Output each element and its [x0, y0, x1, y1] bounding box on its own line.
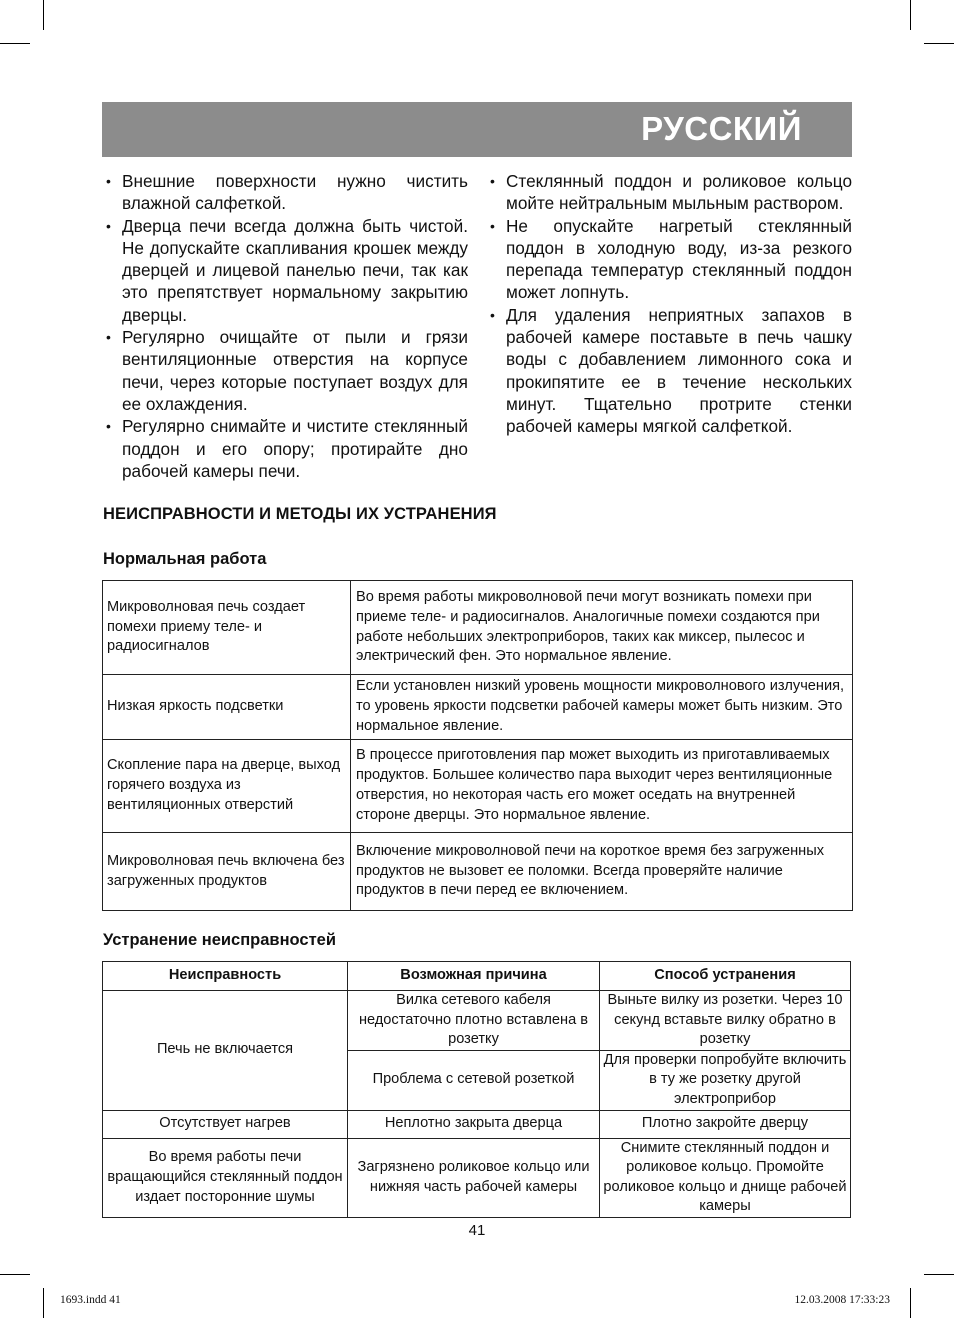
- table-row: [103, 1110, 851, 1138]
- table-row: [103, 581, 853, 675]
- cause-cell: Вилка сетевого кабеля недостаточно плотно вставлена в розетку: [348, 991, 600, 1051]
- list-item: • Для удаления неприятных запахов в рабочей камере поставьте в печь чашку воды с добавлением лимонного сока и прокипятите ее в течение нескольких минут. Тщательно протрите стенки рабочей камеры мягкой салфеткой.: [490, 304, 852, 438]
- column-header: Возможная причина: [348, 962, 600, 991]
- fault-cell: Во время работы печи вращающийся стеклянный поддон издает посторонние шумы: [103, 1138, 348, 1217]
- page-number: 41: [468, 1222, 486, 1239]
- care-list-right: [490, 170, 852, 438]
- fix-cell: Снимите стеклянный поддон и роликовое кольцо. Промойте роликовое кольцо и днище рабочей камеры: [600, 1138, 851, 1217]
- crop-mark: [910, 1288, 911, 1318]
- fix-cell: Для проверки попробуйте включить в ту же розетку другой электроприбор: [600, 1050, 851, 1110]
- cause-cell: Проблема с сетевой розеткой: [348, 1050, 600, 1110]
- issue-cell: Низкая яркость подсветки: [103, 675, 351, 740]
- troubleshooting-table: [102, 961, 851, 1218]
- table-row: [103, 740, 853, 833]
- explanation-cell: Если установлен низкий уровень мощности микроволнового излучения, то уровень яркости подсветки рабочей камеры может быть низким. Это нормальное явление.: [351, 675, 853, 740]
- explanation-cell: В процессе приготовления пар может выходить из приготавливаемых продуктов. Большее количество пара выходит через вентиляционные отверстия, но некоторая часть его может оседать на внутренней стороне дверцы. Это нормальное явление.: [351, 740, 853, 833]
- crop-mark: [43, 1288, 44, 1318]
- explanation-cell: Включение микроволновой печи на короткое время без загруженных продуктов не вызовет ее поломки. Всегда проверяйте наличие продуктов в печи перед ее включением.: [351, 833, 853, 911]
- table-header-row: [103, 962, 851, 991]
- cause-cell: Загрязнено роликовое кольцо или нижняя часть рабочей камеры: [348, 1138, 600, 1217]
- list-item: • Не опускайте нагретый стеклянный поддон в холодную воду, из-за резкого перепада температур стеклянный поддон может лопнуть.: [490, 215, 852, 304]
- issue-cell: Микроволновая печь включена без загруженных продуктов: [103, 833, 351, 911]
- crop-mark: [0, 1274, 30, 1275]
- list-item: • Стеклянный поддон и роликовое кольцо мойте нейтральным мыльным раствором.: [490, 170, 852, 215]
- crop-mark: [924, 1274, 954, 1275]
- list-item: • Внешние поверхности нужно чистить влажной салфеткой.: [106, 170, 468, 215]
- explanation-cell: Во время работы микроволновой печи могут возникать помехи при приеме теле- и радиосигналов. Аналогичные помехи создаются при работе небольших электроприборов, таких как миксер, пылесос и электрический фен. Это нормальное явление.: [351, 581, 853, 675]
- crop-mark: [43, 0, 44, 30]
- normal-operation-table: [102, 580, 853, 911]
- cause-cell: Неплотно закрыта дверца: [348, 1110, 600, 1138]
- table-row: [103, 675, 853, 740]
- language-title: РУССКИЙ: [641, 110, 802, 147]
- language-banner: [102, 102, 852, 157]
- section-heading: НЕИСПРАВНОСТИ И МЕТОДЫ ИХ УСТРАНЕНИЯ: [103, 505, 497, 523]
- slug-file: 1693.indd 41: [60, 1294, 121, 1306]
- crop-mark: [910, 0, 911, 30]
- troubleshooting-heading: Устранение неисправностей: [103, 931, 336, 949]
- column-header: Способ устранения: [600, 962, 851, 991]
- fix-cell: Плотно закройте дверцу: [600, 1110, 851, 1138]
- fault-cell: Печь не включается: [103, 991, 348, 1111]
- list-item: • Дверца печи всегда должна быть чистой. Не допускайте скапливания крошек между дверцей и лицевой панелью печи, так как это препятствует нормальному закрытию дверцы.: [106, 215, 468, 326]
- crop-mark: [924, 43, 954, 44]
- normal-operation-heading: Нормальная работа: [103, 550, 267, 568]
- list-item: • Регулярно снимайте и чистите стеклянный поддон и его опору; протирайте дно рабочей камеры печи.: [106, 415, 468, 482]
- care-list-left: [106, 170, 468, 482]
- slug-date: 12.03.2008 17:33:23: [794, 1294, 890, 1306]
- issue-cell: Микроволновая печь создает помехи приему теле- и радиосигналов: [103, 581, 351, 675]
- table-row: [103, 991, 851, 1051]
- issue-cell: Скопление пара на дверце, выход горячего воздуха из вентиляционных отверстий: [103, 740, 351, 833]
- table-row: [103, 1138, 851, 1217]
- crop-mark: [0, 43, 30, 44]
- column-header: Неисправность: [103, 962, 348, 991]
- list-item: • Регулярно очищайте от пыли и грязи вентиляционные отверстия на корпусе печи, через которые поступает воздух для ее охлаждения.: [106, 326, 468, 415]
- table-row: [103, 833, 853, 911]
- fault-cell: Отсутствует нагрев: [103, 1110, 348, 1138]
- fix-cell: Выньте вилку из розетки. Через 10 секунд вставьте вилку обратно в розетку: [600, 991, 851, 1051]
